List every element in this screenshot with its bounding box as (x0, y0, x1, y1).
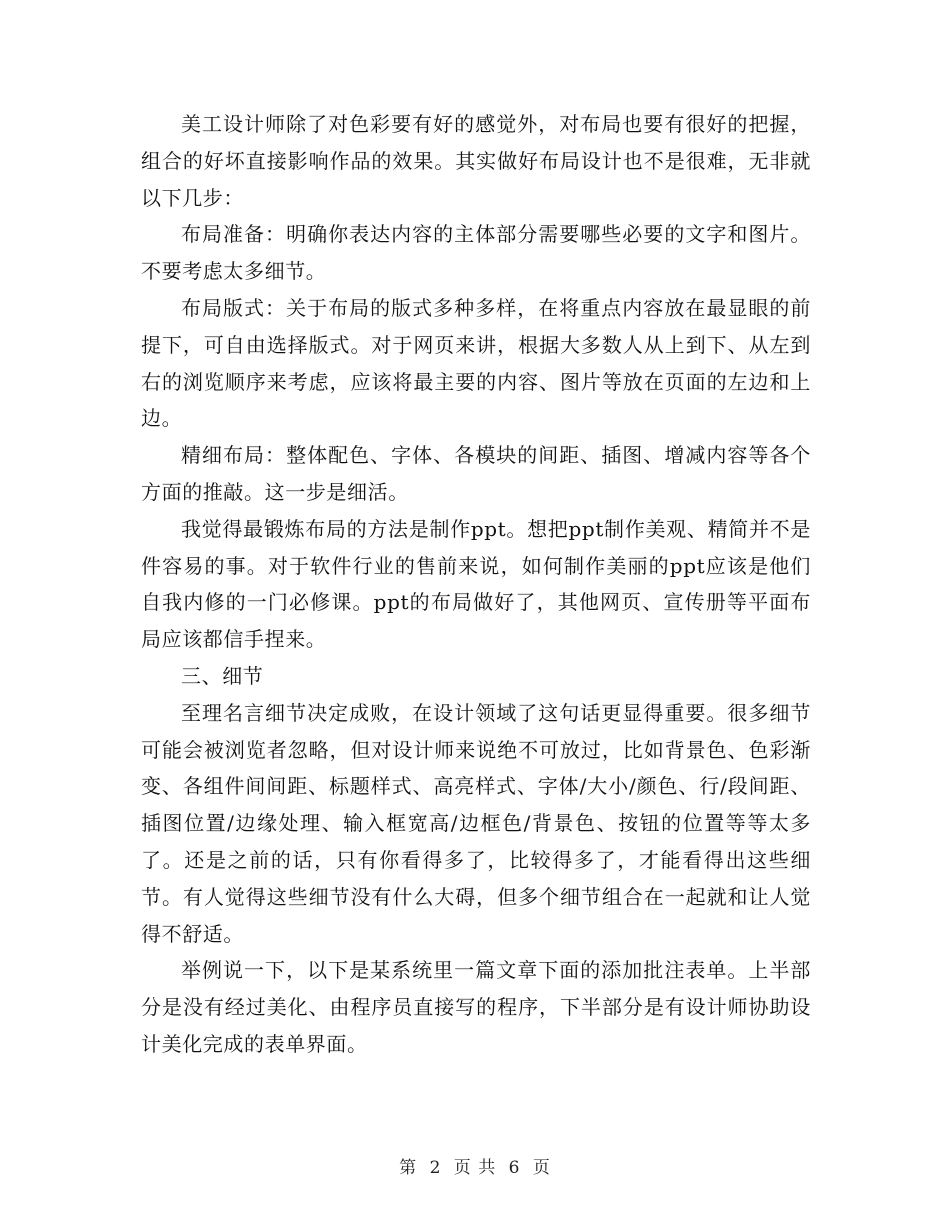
footer-suffix: 页 (532, 1158, 551, 1178)
page-footer (0, 1153, 950, 1178)
footer-middle: 页 共 (453, 1158, 497, 1178)
paragraph-example: 举例说一下，以下是某系统里一篇文章下面的添加批注表单。上半部分是没有经过美化、由程序员直接写的程序，下半部分是有设计师协助设计美化完成的表单界面。 (141, 958, 811, 1056)
paragraph-ppt-practice: 我觉得最锻炼布局的方法是制作ppt。想把ppt制作美观、精简并不是件容易的事。对于软件行业的售前来说，如何制作美丽的ppt应该是他们自我内修的一门必修课。ppt的布局做好了，其他网页、宣传册等平面布局应该都信手捏来。 (141, 516, 811, 652)
paragraph-details: 至理名言细节决定成败，在设计领域了这句话更显得重要。很多细节可能会被浏览者忽略，但对设计师来说绝不可放过，比如背景色、色彩渐变、各组件间间距、标题样式、高亮样式、字体/大小/颜色、行/段间距、插图位置/边缘处理、输入框宽高/边框色/背景色、按钮的位置等等太多了。还是之前的话，只有你看得多了，比较得多了，才能看得出这些细节。有人觉得这些细节没有什么大碍，但多个细节组合在一起就和让人觉得不舒适。 (141, 700, 811, 946)
paragraph-intro: 美工设计师除了对色彩要有好的感觉外，对布局也要有很好的把握，组合的好坏直接影响作品的效果。其实做好布局设计也不是很难，无非就以下几步： (141, 112, 811, 210)
paragraph-fine-layout: 精细布局：整体配色、字体、各模块的间距、插图、增减内容等各个方面的推敲。这一步是细活。 (141, 443, 811, 504)
section-heading-details: 三、细节 (181, 663, 264, 688)
paragraph-layout-format: 布局版式：关于布局的版式多种多样，在将重点内容放在最显眼的前提下，可自由选择版式。对于网页来讲，根据大多数人从上到下、从左到右的浏览顺序来考虑，应该将最主要的内容、图片等放在页面的左边和上边。 (141, 295, 811, 431)
footer-prefix: 第 (399, 1158, 418, 1178)
footer-current-page: 2 (429, 1158, 442, 1178)
document-body (141, 106, 811, 1063)
paragraph-layout-preparation: 布局准备：明确你表达内容的主体部分需要哪些必要的文字和图片。不要考虑太多细节。 (141, 222, 811, 284)
footer-total-pages: 6 (508, 1158, 521, 1178)
